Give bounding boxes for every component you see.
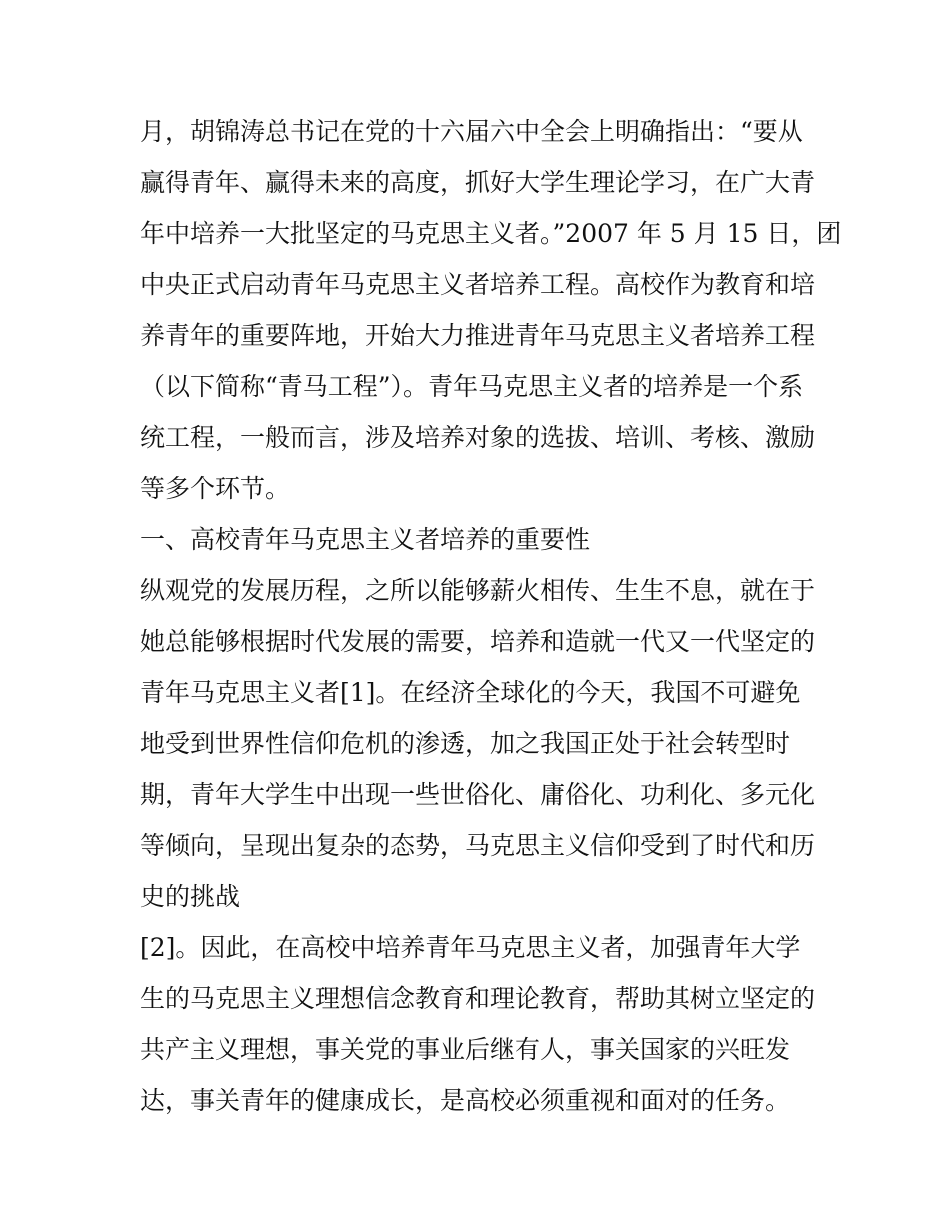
text-line: （以下简称“青马工程”）。青年马克思主义者的培养是一个系 — [140, 372, 804, 401]
text-line: 生的马克思主义理想信念教育和理论教育，帮助其树立坚定的 — [140, 984, 816, 1013]
text-line: 年中培养一大批坚定的马克思主义者。”2007 年 5 月 15 日，团 — [140, 219, 842, 248]
text-line: [2]。因此，在高校中培养青年马克思主义者，加强青年大学 — [140, 933, 801, 962]
section-heading: 一、高校青年马克思主义者培养的重要性 — [140, 525, 591, 554]
text-line: 等倾向，呈现出复杂的态势，马克思主义信仰受到了时代和历 — [140, 831, 816, 860]
text-line: 达，事关青年的健康成长，是高校必须重视和面对的任务。 — [140, 1086, 791, 1115]
text-line: 月，胡锦涛总书记在党的十六届六中全会上明确指出：“要从 — [140, 117, 803, 146]
text-line: 中央正式启动青年马克思主义者培养工程。高校作为教育和培 — [140, 270, 816, 299]
text-line: 地受到世界性信仰危机的渗透，加之我国正处于社会转型时 — [140, 729, 791, 758]
text-line: 统工程，一般而言，涉及培养对象的选拔、培训、考核、激励 — [140, 423, 816, 452]
text-line: 等多个环节。 — [140, 474, 291, 503]
text-line: 期，青年大学生中出现一些世俗化、庸俗化、功利化、多元化 — [140, 780, 816, 809]
text-line: 纵观党的发展历程，之所以能够薪火相传、生生不息，就在于 — [140, 576, 816, 605]
text-line: 史的挑战 — [140, 882, 241, 911]
text-line: 赢得青年、赢得未来的高度，抓好大学生理论学习，在广大青 — [140, 168, 816, 197]
text-line: 共产主义理想，事关党的事业后继有人，事关国家的兴旺发 — [140, 1035, 791, 1064]
document-body — [140, 106, 842, 1126]
text-line: 养青年的重要阵地，开始大力推进青年马克思主义者培养工程 — [140, 321, 816, 350]
text-line: 青年马克思主义者[1]。在经济全球化的今天，我国不可避免 — [140, 678, 801, 707]
text-line: 她总能够根据时代发展的需要，培养和造就一代又一代坚定的 — [140, 627, 816, 656]
